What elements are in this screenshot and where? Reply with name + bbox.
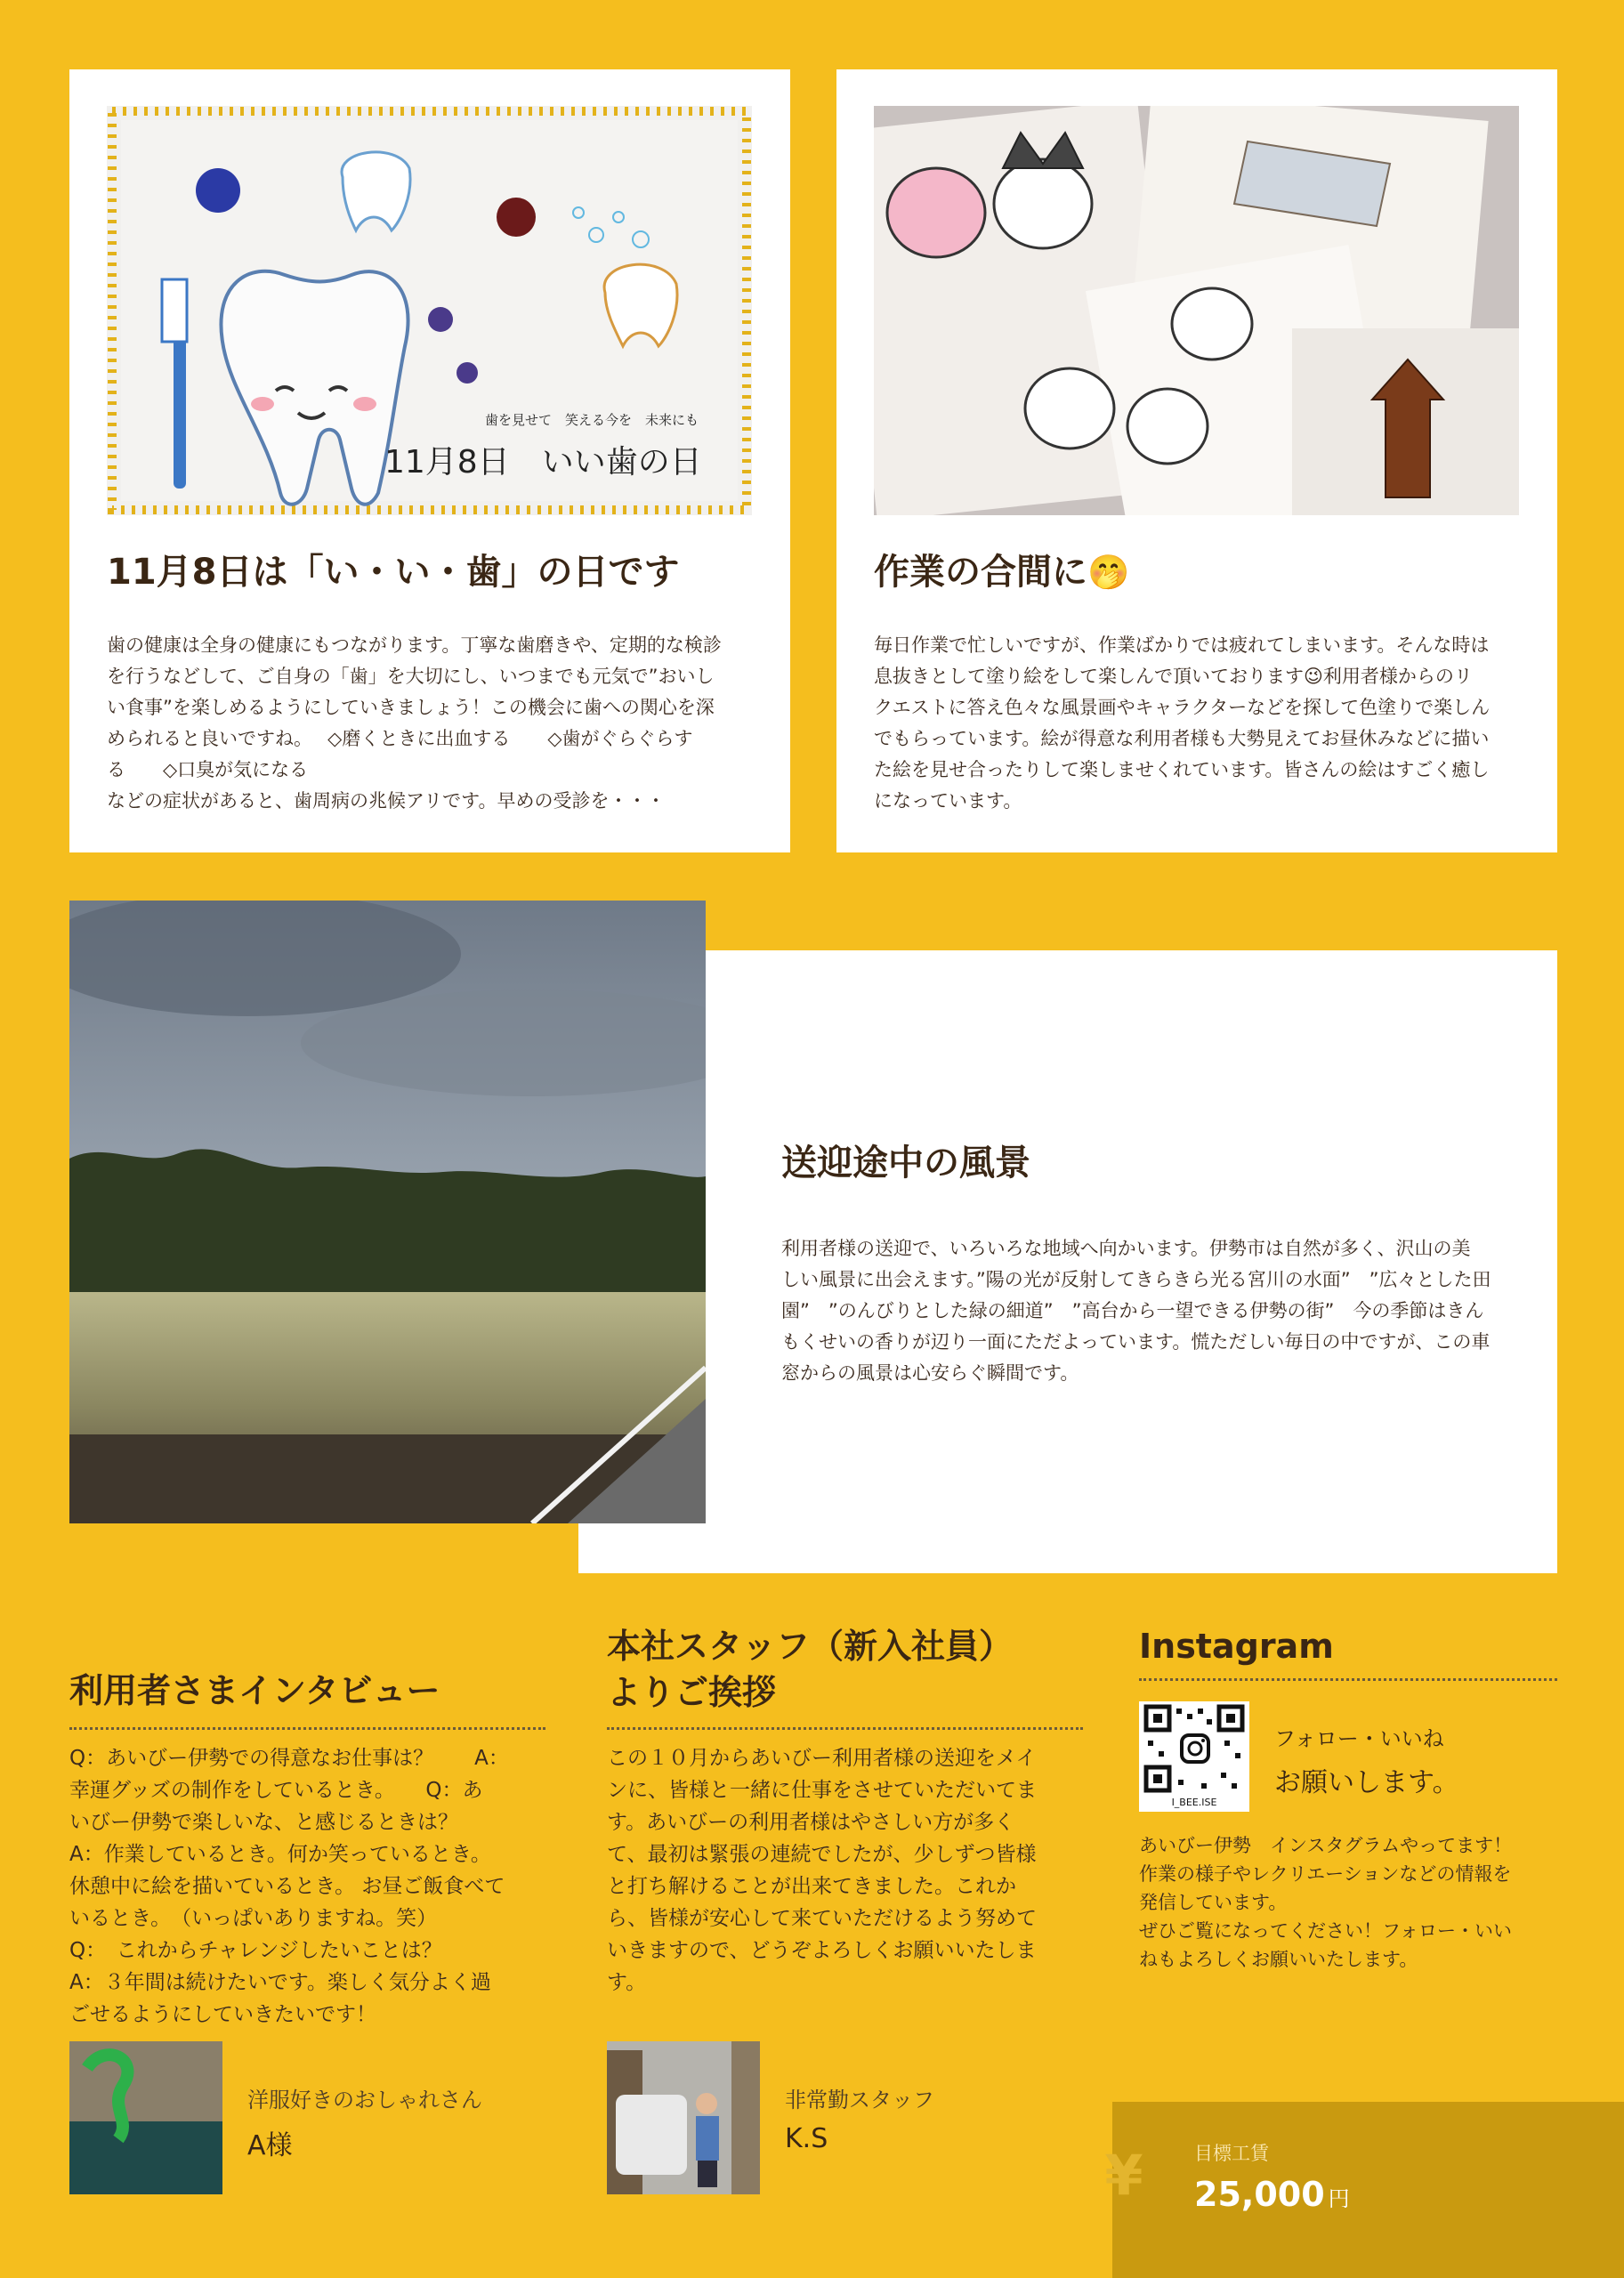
card-body-part1: 毎日作業で忙しいですが、作業ばかりでは疲れてしまいます。そんな時は 息抜きとして塗り絵をして楽しんで頂いております: [874, 634, 1490, 687]
follow-line-2: お願いします。: [1274, 1767, 1459, 1798]
poster-subtitle: 歯を見せて 笑える今を 未来にも: [485, 412, 699, 428]
break-time-card: [836, 69, 1557, 852]
target-wage-value: [1194, 2175, 1350, 2214]
interview-divider: [69, 1727, 545, 1730]
card-body: 利用者様の送迎で、いろいろな地域へ向かいます。伊勢市は自然が多く、沢山の美 しい風景に出会えます。”陽の光が反射してきらきら光る宮川の水面” ”広々とした田 園” ”のんびりとした緑の細道” ”高台から一望できる伊勢の街” 今の季節はきん もくせいの香りが辺り一面にただよっています。慌ただしい毎日の中ですが、この車 窓からの風景は心安らぐ瞬間です。: [781, 1238, 1491, 1384]
rice-field-photo: [69, 901, 706, 1523]
staff-photo: [607, 2041, 760, 2194]
card-body-part2: 利用者様からのリ クエストに答え色々な風景画やキャラクターなどを探して色塗りで楽しん でもらっています。絵が得意な利用者様も大勢見えてお昼休みなどに描い た絵を見せ合ったりして楽しませくれています。皆さんの絵はすごく癒し になっています。: [874, 666, 1491, 812]
interview-heading: 利用者さまインタビュー: [69, 1671, 440, 1710]
target-wage-box: [1104, 2102, 1624, 2278]
winking-face-emoji-icon: 😉: [1304, 666, 1323, 687]
qr-label: I_BEE.ISE: [1171, 1797, 1217, 1808]
yen-icon: ¥: [1104, 2143, 1143, 2208]
follow-line-1: フォロー・いいね: [1274, 1726, 1444, 1751]
poster-title: 11月8日 いい歯の日: [384, 444, 702, 481]
card-body: 歯の健康は全身の健康にもつながります。丁寧な歯磨きや、定期的な検診 を行うなどして、ご自身の「歯」を大切にし、いつまでも元気で”おいし い食事”を楽しめるようにしていきましょう！この機会に歯への関心を深 められると良いですね。 ◇磨くときに出血する ◇歯がぐらぐらす る ◇口臭が気になる などの症状があると、歯周病の兆候アリです。早めの受診を・・・: [107, 634, 722, 812]
instagram-heading: Instagram: [1139, 1627, 1334, 1666]
card-title: 送迎途中の風景: [781, 1143, 1030, 1183]
staff-body: この１０月からあいびー利用者様の送迎をメイ ンに、皆様と一緒に仕事をさせていただいてま す。あいびーの利用者様はやさしい方が多く て、最初は緊張の連続でしたが、少しずつ皆様 と打ち解けることが出来てきました。これか ら、皆様が安心して来ていただけるよう努めて いきますので、どうぞよろしくお願いいたしま す。: [607, 1747, 1037, 1994]
interviewee-name: A様: [247, 2130, 293, 2161]
target-wage-label: 目標工賃: [1194, 2143, 1269, 2164]
staff-name: K.S: [785, 2123, 828, 2154]
card-title: 11月8日は「い・い・歯」の日です: [107, 552, 680, 593]
hand-over-mouth-emoji-icon: 🤭: [1087, 553, 1130, 592]
card-title: [874, 548, 1129, 596]
target-wage-amount: 25,000: [1194, 2175, 1325, 2214]
dental-day-card: [69, 69, 790, 852]
interviewee-photo: [69, 2041, 222, 2194]
staff-divider: [607, 1727, 1083, 1730]
coloring-pages-photo: [874, 106, 1519, 515]
card-title-text: 作業の合間に: [874, 552, 1087, 593]
target-wage-unit: 円: [1328, 2186, 1350, 2211]
commute-scenery-card: [578, 950, 1557, 1573]
instagram-body: あいびー伊勢 インスタグラムやってます！ 作業の様子やレクリエーションなどの情報を 発信しています。 ぜひご覧になってください！フォロー・いい ねもよろしくお願いいたします。: [1139, 1835, 1513, 1970]
card-body: [874, 630, 1532, 817]
interviewee-caption: 洋服好きのおしゃれさん: [247, 2088, 482, 2112]
dental-poster-image: [107, 106, 752, 515]
staff-heading: 本社スタッフ（新入社員） よりご挨拶: [607, 1627, 1014, 1712]
instagram-divider: [1139, 1678, 1557, 1681]
instagram-qr-code[interactable]: [1139, 1701, 1249, 1812]
staff-caption: 非常勤スタッフ: [785, 2088, 934, 2112]
interview-body: Q：あいびー伊勢での得意なお仕事は？ A： 幸運グッズの制作をしているとき。 Q：あ いびー伊勢で楽しいな、と感じるときは？ A：作業しているとき。何か笑っているとき。 休憩中に絵を描いているとき。 お昼ご飯食べて いるとき。 （いっぱいありますね。笑） Q： これからチャレンジしたいことは？ A：３年間は続けたいです。楽しく気分よく過 ごせるようにしていきたいです！: [69, 1747, 509, 2026]
